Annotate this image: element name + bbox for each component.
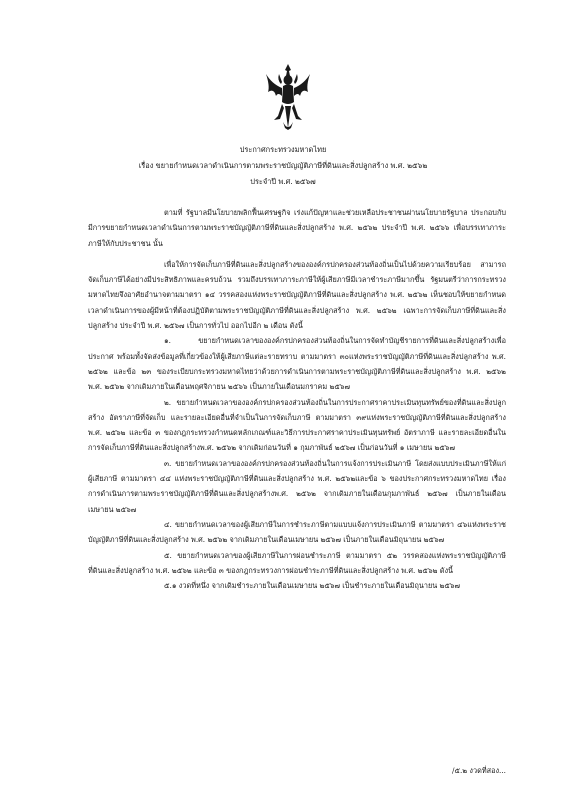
garuda-emblem-icon: [264, 62, 312, 132]
paragraph-item-4: ๔. ขยายกำหนดเวลาของผู้เสียภาษีในการชำระภาษีตามแบบแจ้งการประเมินภาษี ตามมาตรา ๔๖แห่งพระราชบัญญัติภาษีที่ดินและสิ่งปลูกสร้าง พ.ศ. ๒๕๖๒ จากเดิมภายในเดือนเมษายน ๒๕๖๗ เป็นภายในเดือนมิถุนายน ๒๕๖๗: [88, 519, 506, 545]
document-body: [88, 205, 506, 593]
paragraph-intro: ตามที่ รัฐบาลมีนโยบายพลิกฟื้นเศรษฐกิจ เร่งแก้ปัญหาและช่วยเหลือประชาชนผ่านนโยบายรัฐบาล ประกอบกับมีการขยายกำหนดเวลาดำเนินการตามพระราชบัญญัติภาษีที่ดินและสิ่งปลูกสร้าง พ.ศ. ๒๕๖๒ ประจำปี พ.ศ. ๒๕๖๖ เพื่อบรรเทาภาระภาษีให้กับประชาชน นั้น: [88, 208, 506, 248]
announcement-year: ประจำปี พ.ศ. ๒๕๖๗: [250, 177, 316, 186]
paragraph-item-2: ๒. ขยายกำหนดเวลาขององค์กรปกครองส่วนท้องถิ่นในการประกาศราคาประเมินทุนทรัพย์ของที่ดินและสิ่งปลูกสร้าง อัตราภาษีที่จัดเก็บ และรายละเอียดอื่นที่จำเป็นในการจัดเก็บภาษี ตามมาตรา ๓๙แห่งพระราชบัญญัติภาษีที่ดินและสิ่งปลูกสร้าง พ.ศ. ๒๕๖๒ และข้อ ๓ ของกฎกระทรวงกำหนดหลักเกณฑ์และวิธีการประกาศราคาประเมินทุนทรัพย์ อัตราภาษี และรายละเอียดอื่นในการจัดเก็บภาษีที่ดินและสิ่งปลูกสร้างพ.ศ. ๒๕๖๒ จากเดิมก่อนวันที่ ๑ กุมภาพันธ์ ๒๕๖๗ เป็นก่อนวันที่ ๑ เมษายน ๒๕๖๗: [88, 397, 506, 453]
continuation-note: /๕.๒ งวดที่สอง...: [452, 766, 506, 775]
paragraph-item-5-1: ๕.๑ งวดที่หนึ่ง จากเดิมชำระภายในเดือนเมษายน ๒๕๖๗ เป็นชำระภายในเดือนมิถุนายน ๒๕๖๗: [164, 581, 460, 591]
paragraph-item-3: ๓. ขยายกำหนดเวลาขององค์กรปกครองส่วนท้องถิ่นในการแจ้งการประเมินภาษี โดยส่งแบบประเมินภาษีให้แก่ผู้เสียภาษี ตามมาตรา ๔๔ แห่งพระราชบัญญัติภาษีที่ดินและสิ่งปลูกสร้าง พ.ศ. ๒๕๖๒และข้อ ๖ ของประกาศกระทรวงมหาดไทย เรื่อง การดำเนินการตามพระราชบัญญัติภาษีที่ดินและสิ่งปลูกสร้างพ.ศ. ๒๕๖๒ จากเดิมภายในเดือนกุมภาพันธ์ ๒๕๖๗ เป็นภายในเดือนเมษายน ๒๕๖๗: [88, 458, 506, 514]
paragraph-item-1: ๑. ขยายกำหนดเวลาขององค์กรปกครองส่วนท้องถิ่นในการจัดทำบัญชีรายการที่ดินและสิ่งปลูกสร้างเพื่อประกาศ พร้อมทั้งจัดส่งข้อมูลที่เกี่ยวข้องให้ผู้เสียภาษีแต่ละรายทราบ ตามมาตรา ๓๐แห่งพระราชบัญญัติภาษีที่ดินและสิ่งปลูกสร้าง พ.ศ. ๒๕๖๒ และข้อ ๒๓ ของระเบียบกระทรวงมหาดไทยว่าด้วยการดำเนินการตามพระราชบัญญัติภาษีที่ดินและสิ่งปลูกสร้าง พ.ศ. ๒๕๖๒ พ.ศ. ๒๕๖๒ จากเดิมภายในเดือนพฤศจิกายน ๒๕๖๖ เป็นภายในเดือนมกราคม ๒๕๖๗: [88, 336, 506, 392]
paragraph-item-5: ๕. ขยายกำหนดเวลาของผู้เสียภาษีในการผ่อนชำระภาษี ตามมาตรา ๕๒ วรรคสองแห่งพระราชบัญญัติภาษีที่ดินและสิ่งปลูกสร้าง พ.ศ. ๒๕๖๒ และข้อ ๓ ของกฎกระทรวงการผ่อนชำระภาษีที่ดินและสิ่งปลูกสร้าง พ.ศ. ๒๕๖๒ ดังนี้: [88, 550, 506, 575]
announcement-title: ประกาศกระทรวงมหาดไทย: [239, 145, 327, 154]
announcement-subject: เรื่อง ขยายกำหนดเวลาดำเนินการตามพระราชบัญญัติภาษีที่ดินและสิ่งปลูกสร้าง พ.ศ. ๒๕๖๒: [138, 161, 428, 170]
paragraph-purpose: เพื่อให้การจัดเก็บภาษีที่ดินและสิ่งปลูกสร้างขององค์กรปกครองส่วนท้องถิ่นเป็นไปด้วยความเรียบร้อย สามารถจัดเก็บภาษีได้อย่างมีประสิทธิภาพและครบถ้วน รวมถึงบรรเทาภาระภาษีให้ผู้เสียภาษีมีเวลาชำระภาษีมากขึ้น รัฐมนตรีว่าการกระทรวงมหาดไทยจึงอาศัยอำนาจตามมาตรา ๑๔ วรรคสองแห่งพระราชบัญญัติภาษีที่ดินและสิ่งปลูกสร้าง พ.ศ. ๒๕๖๒ เห็นชอบให้ขยายกำหนดเวลาดำเนินการของผู้มีหน้าที่ต้องปฏิบัติตามพระราชบัญญัติภาษีที่ดินและสิ่งปลูกสร้าง พ.ศ. ๒๕๖๒ เฉพาะการจัดเก็บภาษีที่ดินและสิ่งปลูกสร้าง ประจำปี พ.ศ. ๒๕๖๗ เป็นการทั่วไป ออกไปอีก ๒ เดือน ดังนี้: [88, 259, 506, 331]
